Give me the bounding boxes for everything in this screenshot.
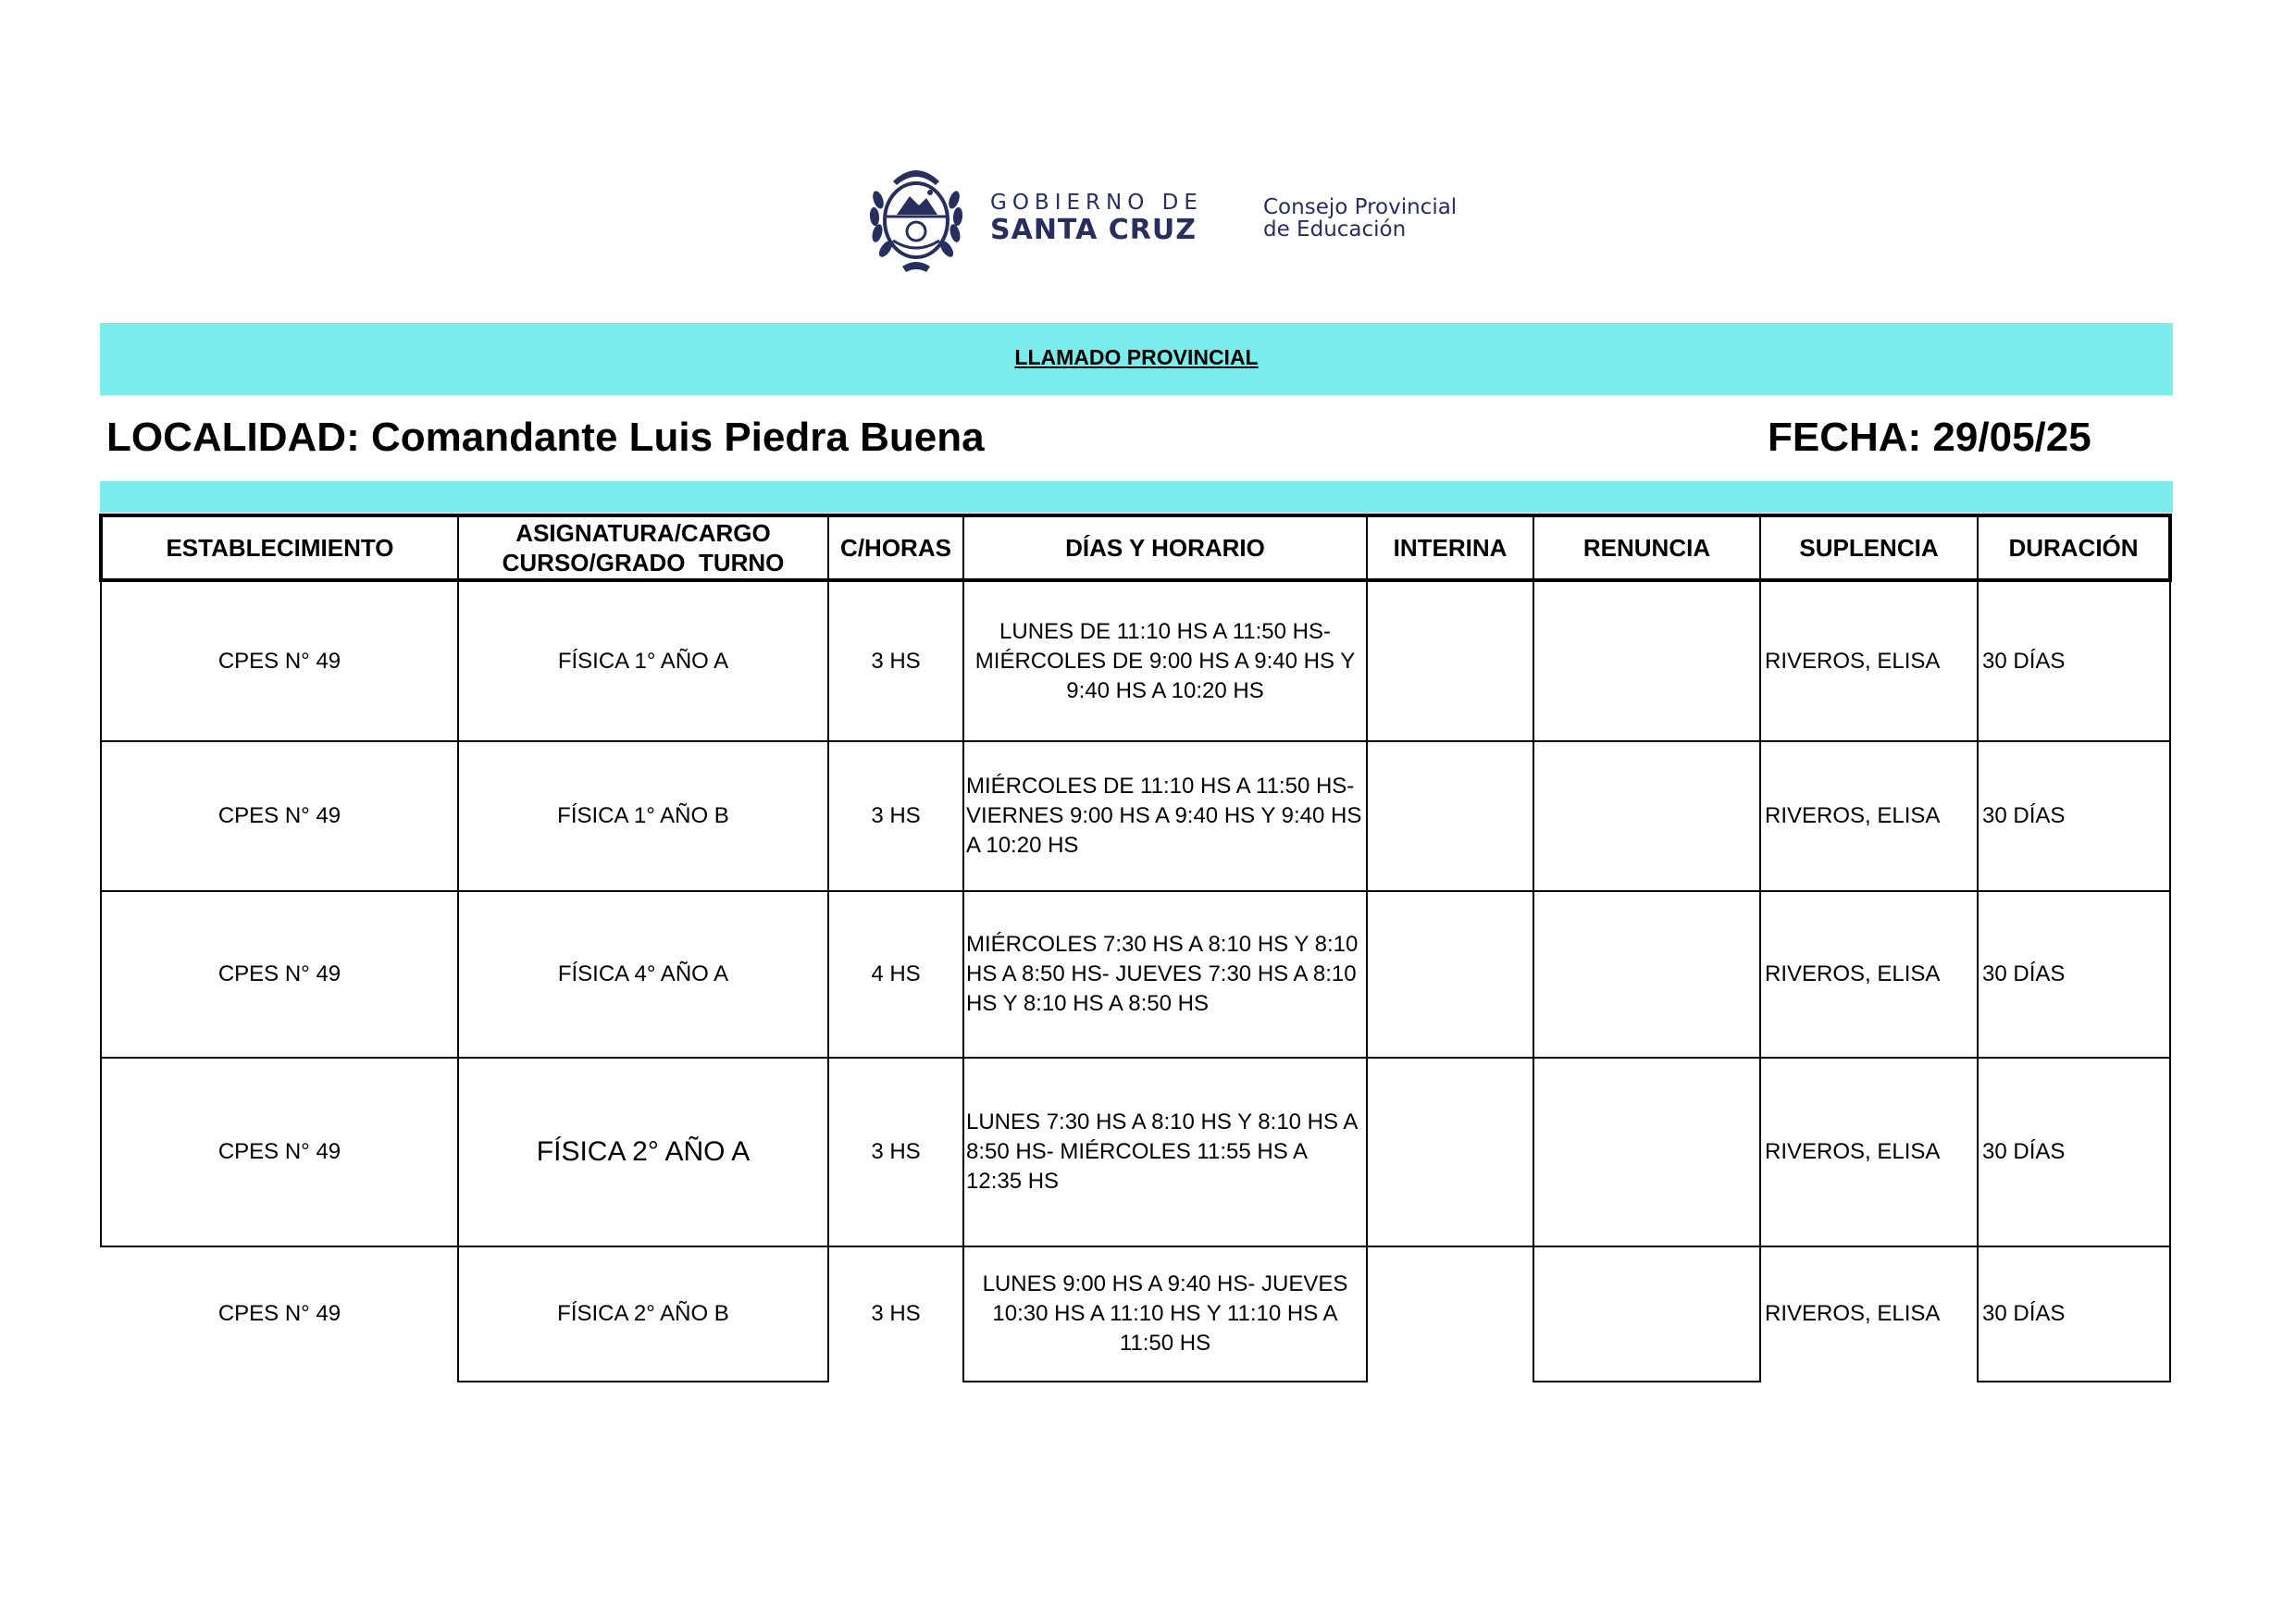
cell-interina (1367, 580, 1533, 741)
cell-establecimiento: CPES N° 49 (101, 741, 458, 891)
header-asignatura-line1: ASIGNATURA/CARGO (515, 519, 771, 547)
cell-suplencia: RIVEROS, ELISA (1760, 580, 1978, 741)
cell-suplencia: RIVEROS, ELISA (1760, 1058, 1978, 1246)
header-duracion: DURACIÓN (1978, 515, 2170, 580)
cell-asignatura: FÍSICA 1° AÑO A (458, 580, 828, 741)
cell-dias: LUNES 7:30 HS A 8:10 HS Y 8:10 HS A 8:50 HS- MIÉRCOLES 11:55 HS A 12:35 HS (963, 1058, 1367, 1246)
cell-asignatura: FÍSICA 2° AÑO A (458, 1058, 828, 1246)
consejo-line1: Consejo Provincial (1263, 195, 1458, 219)
cell-dias: LUNES DE 11:10 HS A 11:50 HS- MIÉRCOLES DE 9:00 HS A 9:40 HS Y 9:40 HS A 10:20 HS (963, 580, 1367, 741)
header-horas: C/HORAS (828, 515, 963, 580)
header-asignatura (458, 515, 828, 580)
cell-suplencia: RIVEROS, ELISA (1760, 741, 1978, 891)
header-asignatura-line2: CURSO/GRADO TURNO (502, 549, 785, 576)
banner-title: LLAMADO PROVINCIAL (1014, 345, 1259, 369)
santa-cruz-coat-of-arms-icon (865, 163, 967, 278)
header-suplencia: SUPLENCIA (1760, 515, 1978, 580)
table-row (101, 741, 2170, 891)
cell-horas: 4 HS (828, 891, 963, 1058)
cell-renuncia (1533, 1058, 1760, 1246)
cell-dias: LUNES 9:00 HS A 9:40 HS- JUEVES 10:30 HS A 11:10 HS Y 11:10 HS A 11:50 HS (963, 1246, 1367, 1382)
cell-interina (1367, 741, 1533, 891)
cell-horas: 3 HS (828, 1246, 963, 1382)
header-interina: INTERINA (1367, 515, 1533, 580)
table-row (101, 891, 2170, 1058)
cell-establecimiento: CPES N° 49 (101, 1246, 458, 1382)
header-logo (865, 163, 1495, 278)
table-row (101, 1058, 2170, 1246)
header-renuncia: RENUNCIA (1533, 515, 1760, 580)
gobierno-line2: SANTA CRUZ (990, 214, 1197, 246)
cell-duracion: 30 DÍAS (1978, 580, 2170, 741)
cell-renuncia (1533, 580, 1760, 741)
cell-establecimiento: CPES N° 49 (101, 891, 458, 1058)
cell-horas: 3 HS (828, 741, 963, 891)
cell-dias: MIÉRCOLES 7:30 HS A 8:10 HS Y 8:10 HS A 8:50 HS- JUEVES 7:30 HS A 8:10 HS Y 8:10 HS A 8:50 HS (963, 891, 1367, 1058)
cell-establecimiento: CPES N° 49 (101, 1058, 458, 1246)
localidad-title: LOCALIDAD: Comandante Luis Piedra Buena (106, 415, 985, 460)
cell-renuncia (1533, 1246, 1760, 1382)
cell-asignatura: FÍSICA 2° AÑO B (458, 1246, 828, 1382)
cell-asignatura: FÍSICA 4° AÑO A (458, 891, 828, 1058)
table-row (101, 580, 2170, 741)
fecha-title: FECHA: 29/05/25 (1768, 415, 2091, 460)
cell-duracion: 30 DÍAS (1978, 1246, 2170, 1382)
cell-renuncia (1533, 891, 1760, 1058)
cell-duracion: 30 DÍAS (1978, 741, 2170, 891)
cell-horas: 3 HS (828, 580, 963, 741)
cell-establecimiento: CPES N° 49 (101, 580, 458, 741)
cell-suplencia: RIVEROS, ELISA (1760, 1246, 1978, 1382)
table-header-row (101, 515, 2170, 580)
cell-duracion: 30 DÍAS (1978, 1058, 2170, 1246)
cell-interina (1367, 1058, 1533, 1246)
cell-renuncia (1533, 741, 1760, 891)
separator-band (100, 481, 2173, 513)
header-establecimiento: ESTABLECIMIENTO (101, 515, 458, 580)
vacancy-table (99, 514, 2172, 1382)
table-row (101, 1246, 2170, 1382)
consejo-line2: de Educación (1263, 217, 1407, 242)
cell-dias: MIÉRCOLES DE 11:10 HS A 11:50 HS- VIERNES 9:00 HS A 9:40 HS Y 9:40 HS A 10:20 HS (963, 741, 1367, 891)
cell-horas: 3 HS (828, 1058, 963, 1246)
header-dias: DÍAS Y HORARIO (963, 515, 1367, 580)
cell-interina (1367, 891, 1533, 1058)
gobierno-line1: GOBIERNO DE (990, 191, 1203, 215)
banner-band (100, 323, 2173, 395)
cell-asignatura: FÍSICA 1° AÑO B (458, 741, 828, 891)
cell-interina (1367, 1246, 1533, 1382)
cell-suplencia: RIVEROS, ELISA (1760, 891, 1978, 1058)
cell-duracion: 30 DÍAS (1978, 891, 2170, 1058)
